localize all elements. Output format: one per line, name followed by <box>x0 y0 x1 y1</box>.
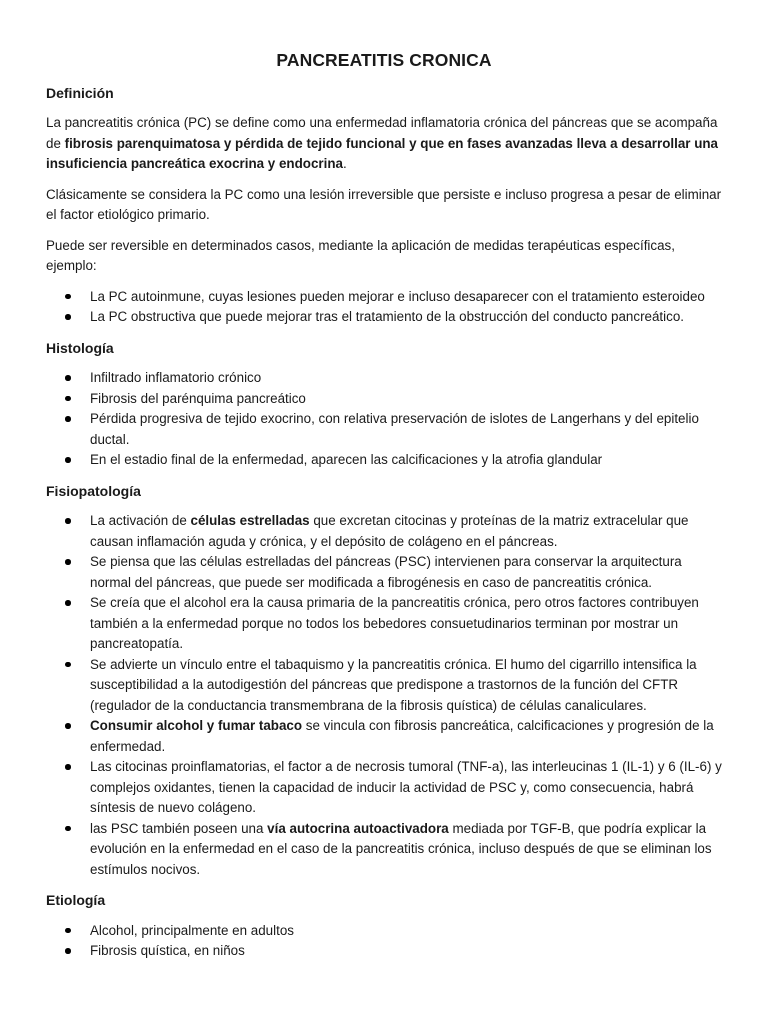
list-item-text: La PC obstructiva que puede mejorar tras el tratamiento de la obstrucción del conducto pancreático. <box>90 309 684 324</box>
list-item-text: las PSC también poseen una <box>90 820 268 836</box>
list-item-bold: vía autocrina autoactivadora <box>267 820 449 836</box>
heading-definicion: Definición <box>46 84 114 101</box>
list-item-bold: Consumir alcohol y fumar tabaco <box>90 718 303 733</box>
bullet-icon <box>65 314 71 320</box>
bullet-icon <box>65 396 71 402</box>
list-item <box>46 409 722 450</box>
bullet-icon <box>65 518 71 524</box>
bullet-icon <box>65 559 71 565</box>
definicion-list <box>46 287 722 328</box>
definicion-p1-end: . <box>342 156 347 171</box>
bullet-icon <box>65 928 71 934</box>
bullet-icon <box>65 600 71 606</box>
definicion-p1-bold: fibrosis parenquimatosa y pérdida de tejido funcional y que en fases avanzadas lleva a desarrollar una insuficiencia pancreática exocrina y endocrina <box>46 135 719 171</box>
list-item <box>46 941 722 962</box>
list-item-text: En el estadio final de la enfermedad, aparecen las calcificaciones y la atrofia glandular <box>90 452 603 467</box>
bullet-icon <box>65 662 71 668</box>
bullet-icon <box>65 457 71 463</box>
heading-histologia: Histología <box>46 339 114 356</box>
list-item <box>46 389 722 410</box>
bullet-icon <box>65 764 71 770</box>
bullet-icon <box>65 416 71 422</box>
list-item-text: La PC autoinmune, cuyas lesiones pueden mejorar e incluso desaparecer con el tratamiento esteroideo <box>90 288 705 304</box>
bullet-icon <box>65 948 71 954</box>
list-item-text: Las citocinas proinflamatorias, el factor a de necrosis tumoral (TNF-a), las interleucinas 1 (IL-1) y 6 (IL-6) y complejos oxidantes, tienen la capacidad de inducir la actividad de PSC y, como consecuencia, habrá síntesis de nuevo colágeno. <box>90 759 722 815</box>
histologia-list <box>46 368 722 471</box>
list-item-text: Pérdida progresiva de tejido exocrino, con relativa preservación de islotes de Langerhans y del epitelio ductal. <box>90 411 699 447</box>
list-item <box>46 368 722 389</box>
list-item <box>46 552 722 593</box>
list-item <box>46 450 722 471</box>
definicion-paragraph-2: Clásicamente se considera la PC como una lesión irreversible que persiste e incluso progresa a pesar de eliminar el factor etiológico primario. <box>46 186 722 222</box>
document-title: PANCREATITIS CRONICA <box>276 50 492 70</box>
list-item <box>46 819 722 881</box>
list-item-text: Infiltrado inflamatorio crónico <box>90 370 262 385</box>
list-item-text: Se creía que el alcohol era la causa primaria de la pancreatitis crónica, pero otros factores contribuyen también a la enfermedad porque no todos los bebedores consuetudinarios terminan por mostrar un pancreatopatía. <box>90 595 699 651</box>
list-item <box>46 921 722 942</box>
definicion-p1-text: La pancreatitis crónica (PC) se define como una enfermedad inflamatoria crónica del páncreas que se acompaña de <box>46 115 718 151</box>
list-item <box>46 757 722 819</box>
definicion-paragraph-1 <box>46 113 722 175</box>
list-item <box>46 716 722 757</box>
heading-fisiopatologia: Fisiopatología <box>46 482 141 499</box>
fisiopatologia-list <box>46 511 722 880</box>
bullet-icon <box>65 723 71 729</box>
bullet-icon <box>65 294 71 300</box>
list-item-text: mediada por TGF-B, que podría explicar la evolución en la enfermedad en el caso de la pancreatitis crónica, incluso después de que se eliminan los estímulos nocivos. <box>90 820 712 877</box>
list-item-text: Fibrosis quística, en niños <box>90 943 245 958</box>
etiologia-list <box>46 921 722 962</box>
list-item <box>46 655 722 717</box>
bullet-icon <box>65 826 71 832</box>
list-item-text: que excretan citocinas y proteínas de la matriz extracelular que causan inflamación aguda y crónica, y el depósito de colágeno en el páncreas. <box>90 513 689 549</box>
list-item-text: La activación de <box>90 513 191 528</box>
list-item <box>46 511 722 552</box>
list-item-bold: células estrelladas <box>190 513 310 528</box>
bullet-icon <box>65 375 71 381</box>
list-item-text: Se piensa que las células estrelladas del páncreas (PSC) intervienen para conservar la arquitectura normal del páncreas, que puede ser modificada a fibrogénesis en caso de pancreatitis crónica. <box>90 554 682 590</box>
heading-etiologia: Etiología <box>46 892 106 908</box>
list-item <box>46 593 722 655</box>
list-item <box>46 307 722 328</box>
list-item-text: Alcohol, principalmente en adultos <box>90 922 294 938</box>
list-item-text: Fibrosis del parénquima pancreático <box>90 390 306 406</box>
list-item-text: se vincula con fibrosis pancreática, calcificaciones y progresión de la enfermedad. <box>90 718 714 754</box>
list-item <box>46 287 722 308</box>
list-item-text: Se advierte un vínculo entre el tabaquismo y la pancreatitis crónica. El humo del cigarrillo intensifica la susceptibilidad a la autodigestión del páncreas que predispone a trastornos de la función del CFTR (regulador de la conductancia transmembrana de la fibrosis quística) de células canaliculares. <box>90 656 697 713</box>
definicion-paragraph-3: Puede ser reversible en determinados casos, mediante la aplicación de medidas terapéuticas específicas, ejemplo: <box>46 237 675 273</box>
